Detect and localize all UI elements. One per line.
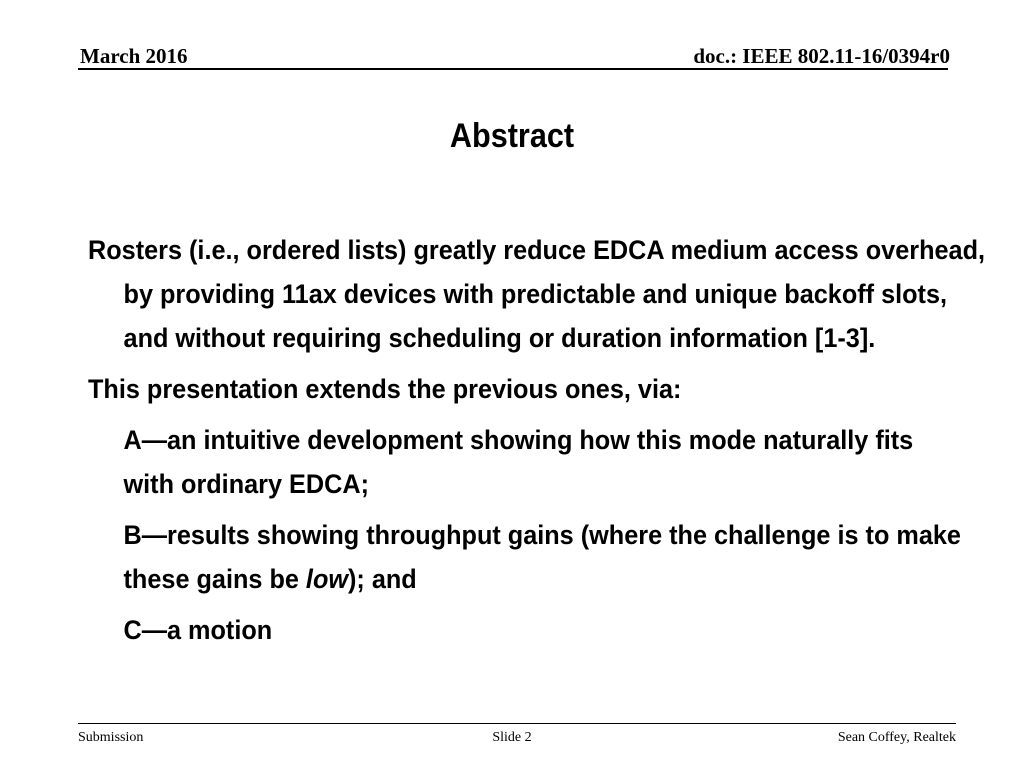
footer-submission: Submission: [78, 730, 144, 745]
footer-divider: [78, 723, 956, 724]
header-date: March 2016: [80, 44, 188, 68]
header-document-id: doc.: IEEE 802.11-16/0394r0: [693, 44, 950, 68]
body-paragraph-rosters: Rosters (i.e., ordered lists) greatly reduce EDCA medium access overhead, by providing 11ax devices with predictable and unique backoff slots, and without requiring scheduling or duration information [1-3].: [88, 235, 986, 353]
footer-author: Sean Coffey, Realtek: [837, 730, 956, 745]
list-item-b-text-start: B—results showing throughput gains (where the challenge is to make these gains be: [123, 520, 961, 594]
list-item-a: A—an intuitive development showing how this mode naturally fits with ordinary EDCA;: [123, 425, 914, 499]
list-item-c: C—a motion: [123, 615, 273, 645]
list-item-b-emphasis: low: [305, 564, 349, 594]
header-divider: [78, 68, 948, 70]
list-item-b: [88, 513, 965, 601]
slide-title: Abstract: [449, 117, 575, 155]
footer-slide-number: Slide 2: [492, 730, 532, 745]
list-item-b-text-end: ); and: [348, 564, 417, 594]
slide-body: [88, 228, 986, 652]
body-paragraph-extends: This presentation extends the previous ones, via:: [88, 374, 682, 404]
